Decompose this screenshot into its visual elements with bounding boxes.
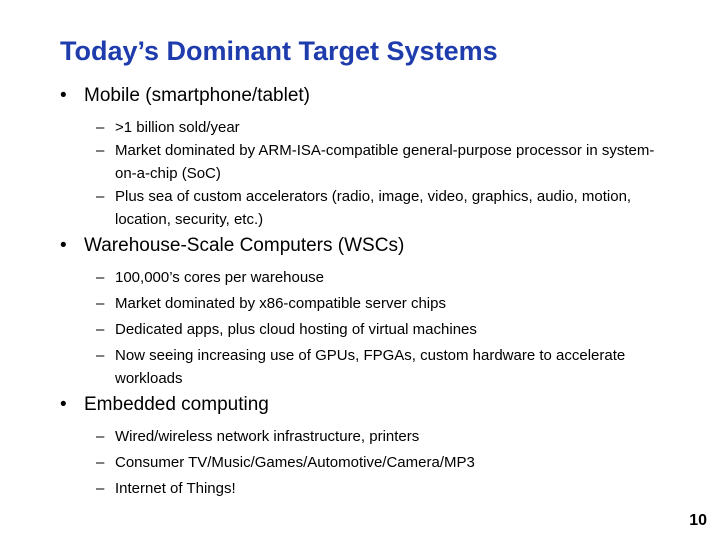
list-item: [0, 318, 675, 341]
list-item: [0, 139, 675, 185]
dash-icon: –: [96, 295, 105, 312]
dash-icon: –: [96, 480, 105, 497]
bullet-icon: •: [60, 85, 67, 106]
heading-text: Mobile (smartphone/tablet): [84, 85, 310, 106]
item-text: Now seeing increasing use of GPUs, FPGAs, custom hardware to accelerate workloads: [115, 347, 626, 387]
bullet-icon: •: [60, 394, 67, 415]
item-text: Market dominated by ARM-ISA-compatible general-purpose processor in system-on-a-chip (SoC): [115, 142, 655, 182]
dash-icon: –: [96, 454, 105, 471]
dash-icon: –: [96, 142, 105, 159]
list-item: [0, 116, 675, 139]
item-text: Dedicated apps, plus cloud hosting of virtual machines: [115, 321, 477, 338]
section-embedded: [0, 393, 720, 500]
section-mobile: [0, 84, 720, 231]
item-text: Internet of Things!: [115, 480, 236, 497]
item-text: Market dominated by x86-compatible server chips: [115, 295, 446, 312]
item-text: >1 billion sold/year: [115, 119, 240, 136]
dash-icon: –: [96, 347, 105, 364]
item-text: 100,000’s cores per warehouse: [115, 269, 325, 286]
heading-text: Embedded computing: [84, 394, 269, 415]
dash-icon: –: [96, 428, 105, 445]
dash-icon: –: [96, 188, 105, 205]
item-text: Consumer TV/Music/Games/Automotive/Camera/MP3: [115, 454, 475, 471]
section-heading: [0, 84, 720, 108]
list-item: [0, 425, 675, 448]
dash-icon: –: [96, 269, 105, 286]
section-heading: [0, 234, 720, 258]
heading-text: Warehouse-Scale Computers (WSCs): [84, 235, 405, 256]
slide-title: Today’s Dominant Target Systems: [60, 36, 498, 66]
section-heading: [0, 393, 720, 417]
list-item: [0, 292, 675, 315]
list-item: [0, 477, 675, 500]
list-item: [0, 266, 675, 289]
page-number: 10: [689, 512, 707, 529]
list-item: [0, 344, 675, 390]
list-item: [0, 451, 675, 474]
dash-icon: –: [96, 119, 105, 136]
section-wsc: [0, 234, 720, 390]
bullet-icon: •: [60, 235, 67, 256]
dash-icon: –: [96, 321, 105, 338]
item-text: Wired/wireless network infrastructure, printers: [115, 428, 420, 445]
list-item: [0, 185, 675, 231]
item-text: Plus sea of custom accelerators (radio, image, video, graphics, audio, motion, location, security, etc.): [115, 188, 632, 228]
